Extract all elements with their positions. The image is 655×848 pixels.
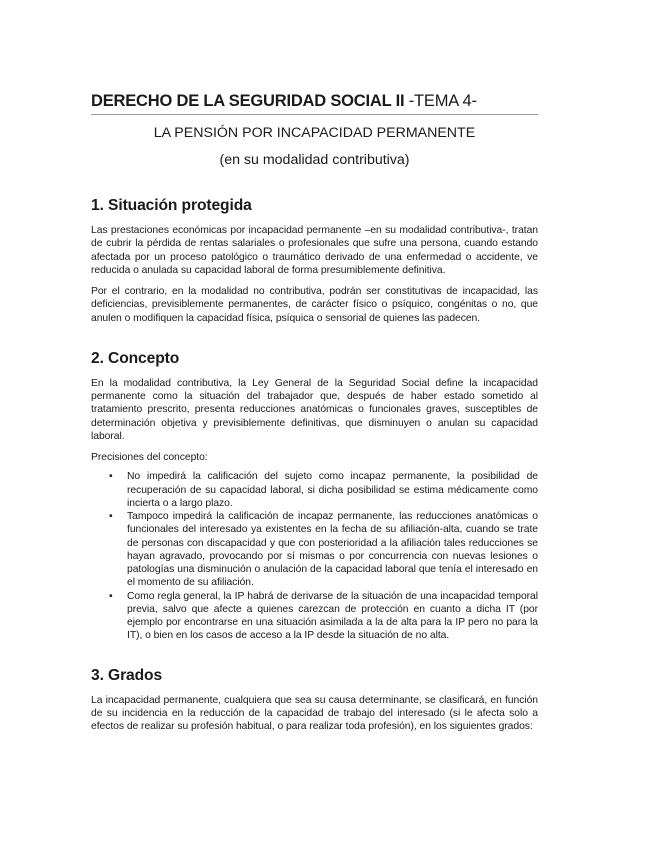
section-heading: 3. Grados (91, 666, 163, 684)
course-title: DERECHO DE LA SEGURIDAD SOCIAL II (91, 92, 405, 110)
bullet-icon: • (109, 590, 113, 602)
document-subtitle: (en su modalidad contributiva) (219, 152, 410, 168)
paragraph: Las prestaciones económicas por incapacidad permanente –en su modalidad contributiva-, tratan de cubrir la pérdida de rentas salariales o profesionales que sufre una persona, cuando estando afectada por un proceso patológico o traumático derivado de una enfermedad o accidente, ve reducida o anulada su capacidad laboral de forma presumiblemente definitiva. (91, 225, 538, 276)
bullet-icon: • (109, 471, 113, 483)
list-item (91, 590, 538, 643)
paragraph: Precisiones del concepto: (91, 452, 208, 463)
topic-label: -TEMA 4- (404, 92, 477, 110)
list-item (91, 470, 538, 510)
bullet-icon: • (109, 511, 113, 522)
list-item (91, 510, 538, 590)
document-header (91, 92, 538, 115)
list-item-text: No impedirá la calificación del sujeto como incapaz permanente, la posibilidad de recuperación de su capacidad laboral, si dicha posibilidad se estima médicamente como incierta o a largo plazo. (127, 471, 538, 509)
document-title: LA PENSIÓN POR INCAPACIDAD PERMANENTE (153, 125, 476, 141)
section-grados (91, 667, 538, 734)
section-concepto (91, 350, 538, 643)
paragraph: En la modalidad contributiva, la Ley General de la Seguridad Social define la incapacidad permanente como la situación del trabajador que, después de haber estado sometido al tratamiento prescrito, presenta reducciones anatómicas o funcionales graves, susceptibles de determinación objetiva y previsiblemente definitivas, que disminuyen o anulan su capacidad laboral. (91, 377, 538, 442)
paragraph: Por el contrario, en la modalidad no contributiva, podrán ser constitutivas de incapacidad, las deficiencias, previsiblemente permanentes, de carácter físico o psíquico, congénitas o no, que anulen o modifiquen la capacidad física, psíquica o sensorial de quienes las padecen. (91, 286, 538, 324)
section-heading: 2. Concepto (91, 349, 180, 367)
list-item-text: Tampoco impedirá la calificación de incapaz permanente, las reducciones anatómicas o funcionales del interesado ya existentes en la fecha de su afiliación-alta, cuando se trate de personas con discapacidad y que con posterioridad a la afiliación tales reducciones se hayan agravado, provocando por sí mismas o por concurrencia con nuevas lesiones o patologías una disminución o anulación de la capacidad laboral que tenía el interesado en el momento de su afiliación. (127, 511, 538, 589)
section-situacion-protegida (91, 197, 538, 325)
bullet-list (91, 470, 538, 642)
list-item-text: Como regla general, la IP habrá de derivarse de la situación de una incapacidad temporal previa, salvo que afecte a quienes carezcan de protección en cuanto a dicha IT (por ejemplo por encontrarse en una situación asimilada a la de alta para la IP pero no para la IT), o bien en los casos de acceso a la IP desde la situación de no alta. (127, 590, 538, 642)
document-page (91, 92, 538, 733)
paragraph: La incapacidad permanente, cualquiera que sea su causa determinante, se clasificará, en función de su incidencia en la reducción de la capacidad de trabajo del interesado (si le afecta solo a efectos de realizar su profesión habitual, o para realizar toda profesión), en los siguientes grados: (91, 694, 538, 732)
section-heading: 1. Situación protegida (91, 197, 252, 214)
